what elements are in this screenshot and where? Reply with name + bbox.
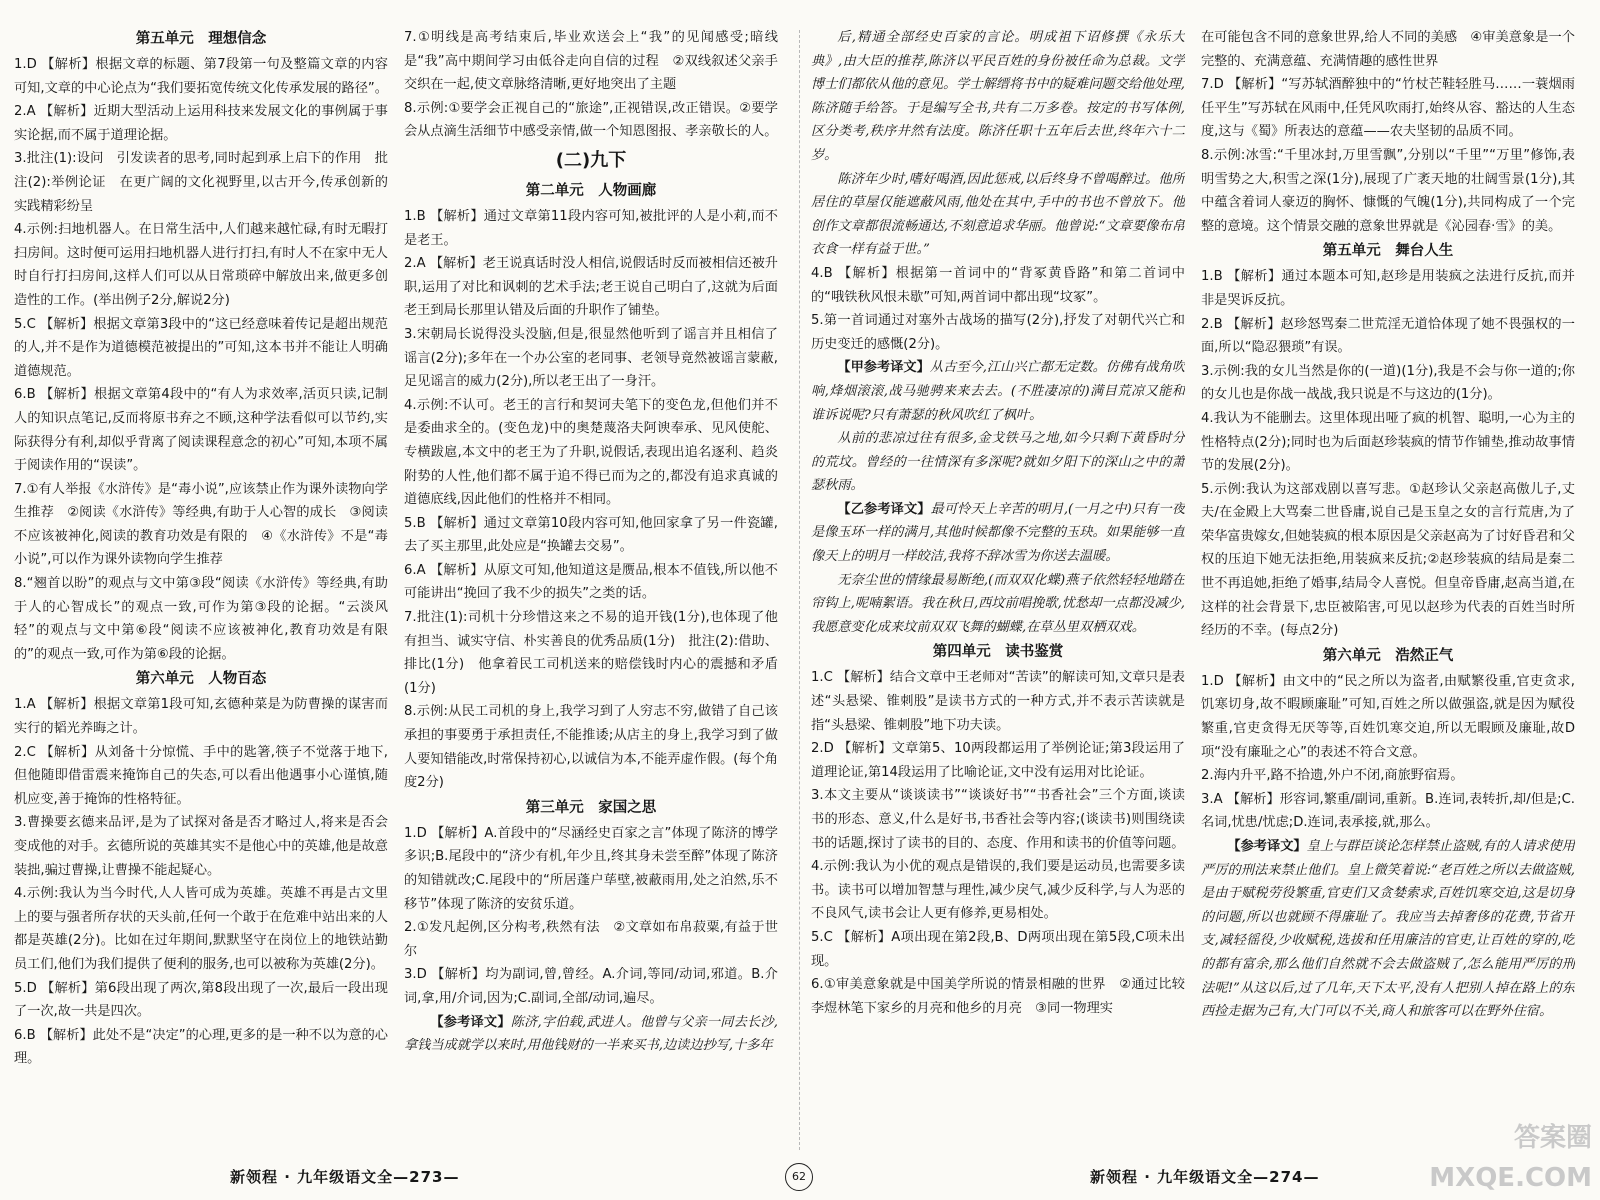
answer-item: 7.D 【解析】“写苏轼酒醉独中的“竹杖芒鞋轻胜马……一蓑烟雨任平生”写苏轼在风雨中,任凭风吹雨打,始终从容、豁达的人生态度,这与《蜀》所表达的意蕴——农夫坚韧的品质不同。: [1201, 77, 1575, 140]
translation-text: 从前的悲凉过往有很多,金戈铁马之地,如今只剩下黄昏时分的荒坟。曾经的一往情深有多深呢?就如夕阳下的深山之中的萧瑟秋雨。: [811, 431, 1185, 494]
translation-tag: 【参考译文】: [430, 1014, 511, 1030]
left-page-footer: 新领程 · 九年级语文全—273—: [230, 1168, 460, 1186]
translation-tag: 【乙参考译文】: [837, 501, 931, 517]
answer-item: 3.A 【解析】形容词,繁重/副词,重新。B.连词,表转折,却/但是;C.名词,忧患/忧虑;D.连词,表承接,就,那么。: [1201, 791, 1575, 831]
answer-item: 3.示例:我的女儿当然是你的(一道)(1分),我是不会与你一道的;你的女儿也是你战一战战,我只说是不与这边的(1分)。: [1201, 363, 1575, 403]
answer-item: 4.我认为不能删去。这里体现出哑了疯的机智、聪明,一心为主的性格特点(2分);同时也为后面赵珍装疯的情节作铺垫,推动故事情节的发展(2分)。: [1201, 410, 1575, 474]
left-column-1: [14, 26, 388, 1156]
left-column-2: [404, 26, 778, 1156]
reference-translation: [811, 168, 1185, 262]
unit-heading: 第四单元 读书鉴赏: [932, 644, 1064, 661]
translation-text: 陈济年少时,嗜好喝酒,因此惩戒,以后终身不曾喝醉过。他所居住的草屋仅能遮蔽风雨,他处在其中,手中的书也不曾放下。他创作文章都很流畅通达,不刻意追求华丽。他曾说:“文章要像布帛衣食一样有益于世。”: [811, 171, 1185, 258]
answer-item: 2.C 【解析】从刘备十分惊慌、手中的匙箸,筷子不觉落于地下,但他随即借雷震来掩饰自己的失态,可以看出他遇事小心谨慎,随机应变,善于掩饰的性格特征。: [14, 744, 388, 807]
right-page: [805, 0, 1600, 1200]
answer-item: 3.曹操要玄德来品评,是为了试探对备是否才略过人,将来是否会变成他的对手。玄德所说的英雄其实不是他心中的英雄,他是故意装拙,骗过曹操,让曹操不能起疑心。: [14, 815, 388, 878]
unit-heading: 第五单元 理想信念: [135, 31, 267, 47]
answer-item: 6.①审美意象就是中国美学所说的情景相融的世界 ②通过比较李煜林笔下家乡的月亮和他乡的月亮 ③同一物理实: [811, 977, 1185, 1016]
answer-item: 5.C 【解析】根据文章第3段中的“这已经意味着传记是超出规范的人,并不是作为道德模范被提出的”可知,这本书并不能让人明确道德规范。: [14, 316, 388, 379]
unit-heading: 第三单元 家国之思: [525, 799, 657, 816]
answer-item: 7.①有人举报《水浒传》是“毒小说”,应该禁止作为课外读物向学生推荐 ②阅读《水浒传》等经典,有助于人心智的成长 ③阅读不应该被神化,阅读的教育功效是有限的 ④《水浒传》不是“毒小说”,可以作为课外读物向学生推荐: [14, 481, 388, 568]
answer-item: 3.本文主要从“谈谈读书”“谈谈好书”“书香社会”三个方面,谈读书的形态、意义,什么是好书,书香社会等内容;(谈读书)则围绕读书的话题,探讨了读书的目的、态度、作用和读书的价值等问题。: [811, 788, 1185, 851]
answer-item: 8.示例:冰雪:“千里冰封,万里雪飘”,分别以“千里”“万里”修饰,表明雪势之大,积雪之深(1分),展现了广袤天地的壮阔雪景(1分),其中蕴含着词人豪迈的胸怀、慷慨的气魄(1分),共同构成了一个完整的意境。这个情景交融的意象世界就是《沁园春·雪》的美。: [1201, 147, 1575, 234]
answer-item: 在可能包含不同的意象世界,给人不同的美感 ④审美意象是一个完整的、充满意蕴、充满情趣的感性世界: [1201, 30, 1575, 69]
answer-item: 6.B 【解析】根据文章第4段中的“有人为求效率,活页只读,记制人的知识点笔记,反而将原书弃之不顾,这种学法看似可以节约,实际获得分有利,却似乎背离了阅读课程意念的初心”可知,本项不属于阅读作用的“误读”。: [14, 387, 388, 474]
answer-item: 8.示例:①要学会正视自己的“旅途”,正视错误,改正错误。②要学会从点滴生活细节中感受亲情,做一个知恩图报、孝亲敬长的人。: [404, 100, 778, 140]
answer-item: 1.D 【解析】由文中的“民之所以为盗者,由赋繁役重,官吏贪求,饥寒切身,故不暇顾廉耻”可知,百姓之所以做强盗,就是因为赋役繁重,官吏贪得无厌等等,百姓饥寒交迫,所以无暇顾及廉耻,故D项“没有廉耻之心”的表述不符合文意。: [1201, 673, 1575, 760]
unit-heading: 第五单元 舞台人生: [1322, 243, 1454, 260]
watermark-logo: 答案圈 MXQE.COM: [1429, 1123, 1592, 1193]
translation-tag: 【甲参考译文】: [837, 360, 930, 376]
center-page-badge: 62: [785, 1163, 813, 1191]
reference-translation: [811, 26, 1185, 168]
part-heading: (二)九下: [555, 149, 627, 171]
reference-translation: [404, 1011, 778, 1058]
unit-heading: 第六单元 浩然正气: [1322, 647, 1454, 664]
translation-text: 无奈尘世的情缘最易断绝,(而双双化蝶)燕子依然轻轻地踏在帘钩上,呢喃絮语。我在秋日,西坟前唱挽歌,忧愁却一点都没减少,我愿意变化成来坟前双双飞舞的蝴蝶,在草丛里双栖双戏。: [811, 572, 1185, 635]
answer-item: 2.B 【解析】赵珍怒骂秦二世荒淫无道恰体现了她不畏强权的一面,所以“隐忍猥琐”有误。: [1201, 316, 1575, 356]
answer-item: 6.A 【解析】从原文可知,他知道这是赝品,根本不值钱,所以他不可能讲出“挽回了我不少的损失”之类的话。: [404, 562, 778, 602]
answer-item: 3.D 【解析】均为副词,曾,曾经。A.介词,等同/动词,邪道。B.介词,拿,用/介词,因为;C.副词,全部/动词,遍尽。: [404, 967, 778, 1006]
unit-heading: 第六单元 人物百态: [135, 671, 267, 688]
answer-item: 2.A 【解析】老王说真话时没人相信,说假话时反而被相信还被升职,运用了对比和讽刺的艺术手法;老王说自己明白了,这就为后面老王到局长那里认错及后面的升职作了铺垫。: [404, 256, 778, 319]
answer-item: 2.①发凡起例,区分构考,秩然有法 ②文章如布帛菽粟,有益于世尔: [404, 920, 778, 959]
page-divider: [799, 30, 800, 1150]
answer-item: 5.第一首词通过对塞外古战场的描写(2分),抒发了对朝代兴亡和历史变迁的感慨(2分)。: [811, 313, 1185, 352]
answer-item: 6.B 【解析】此处不是“决定”的心理,更多的是一种不以为意的心理。: [14, 1027, 388, 1067]
right-page-footer: 新领程 · 九年级语文全—274—: [1090, 1168, 1320, 1186]
reference-translation: [811, 498, 1185, 569]
answer-item: 5.C 【解析】A项出现在第2段,B、D两项出现在第5段,C项未出现。: [811, 929, 1185, 969]
answer-item: 5.示例:我认为这部戏剧以喜写悲。①赵珍认父亲赵高傲儿子,丈夫/在金殿上大骂秦二世昏庸,说自己是玉皇之女的言行荒唐,为了荣华富贵嫁女,但她装疯的根本原因是父亲赵高为了讨好昏君和父权的压迫下她无法拒绝,用装疯来反抗;②赵珍装疯的结局是秦二世不再追她,拒绝了婚事,结局令人喜悦。但皇帝昏庸,赵高当道,在这样的社会背景下,忠臣被陷害,可见以赵珍为代表的百姓当时所经历的不幸。(每点2分): [1201, 481, 1575, 639]
answer-item: 8.示例:从民工司机的身上,我学习到了人穷志不穷,做错了自己该承担的事要勇于承担责任,不能推诿;从店主的身上,我学习到了做人要知错能改,时常保持初心,以诚信为本,不能弄虚作假。(每个角度2分): [404, 704, 778, 791]
answer-item: 5.B 【解析】通过文章第10段内容可知,他回家拿了另一件瓷罐,去了买主那里,此处应是“换罐去交易”。: [404, 515, 778, 555]
translation-text: 后,精通全部经史百家的言论。明成祖下诏修撰《永乐大典》,由大臣的推荐,陈济以平民百姓的身份被任命为总裁。文学博士们都依从他的意见。学士解缙将书中的疑难问题交给他处理,陈济随手给答。于是编写全书,共有二万多卷。按定的书写体例,区分类考,秩序井然有法度。陈济任职十五年后去世,终年六十二岁。: [811, 30, 1185, 163]
translation-text: 从古至今,江山兴亡都无定数。仿佛有战角吹响,烽烟滚滚,战马驰骋来来去去。(不胜凄凉的)满目荒凉又能和谁诉说呢?只有萧瑟的秋风吹红了枫叶。: [811, 360, 1185, 423]
answer-item: 7.①明线是高考结束后,毕业欢送会上“我”的见闻感受;暗线是“我”高中期间学习由低谷走向自信的过程 ②双线叙述父亲手交织在一起,使文章脉络清晰,更好地突出了主题: [404, 30, 778, 93]
answer-item: 4.示例:扫地机器人。在日常生活中,人们越来越忙碌,有时无暇打扫房间。这时便可运用扫地机器人进行打扫,有时人不在家中无人时自行打扫房间,这样人们可以从日常琐碎中解放出来,做更多创造性的工作。(举出例子2分,解说2分): [14, 222, 388, 308]
reference-translation: [1201, 835, 1575, 1024]
answer-item: 3.宋朝局长说得没头没脑,但是,很显然他听到了谣言并且相信了谣言(2分);多年在一个办公室的老同事、老领导竟然被谣言蒙蔽,足见谣言的威力(2分),所以老王出了一身汗。: [404, 326, 778, 390]
translation-text: 陈济,字伯载,武进人。他曾与父亲一同去长沙,拿钱当成就学以来时,用他钱财的一半来买书,边读边抄写,十多年: [404, 1014, 778, 1054]
answer-item: 2.海内升平,路不拾遗,外户不闭,商旅野宿焉。: [1201, 768, 1464, 784]
answer-item: 1.B 【解析】通过本题本可知,赵珍是用装疯之法进行反抗,而并非是哭诉反抗。: [1201, 269, 1575, 308]
answer-item: 2.A 【解析】近期大型活动上运用科技来发展文化的事例属于事实论据,而不属于道理论据。: [14, 104, 388, 143]
reference-translation: [811, 427, 1185, 498]
translation-text: 最可怜天上辛苦的明月,(一月之中)只有一夜是像玉环一样的满月,其他时候都像不完整的玉玦。如果能够一直像天上的明月一样皎洁,我将不辞冰雪为你送去温暖。: [811, 501, 1185, 565]
answer-item: 4.示例:不认可。老王的言行和契诃夫笔下的变色龙,但他们并不是委曲求全的。(变色龙)中的奥楚蔑洛夫阿谀奉承、见风使舵、专横跋扈,本文中的老王为了升职,说假话,表现出追名逐利、趋炎附势的人性,他们都不属于追不得已而为之的,都没有追求真诚的道德底线,因此他们的性格并不相同。: [404, 397, 778, 508]
answer-item: 5.D 【解析】第6段出现了两次,第8段出现了一次,最后一段出现了一次,故一共是四次。: [14, 980, 388, 1020]
answer-item: 8.“翘首以盼”的观点与文中第③段“阅读《水浒传》等经典,有助于人的心智成长”的观点一致,可作为第③段的论据。“云淡风轻”的观点与文中第⑥段“阅读不应该被神化,教育功效是有限的”的观点一致,可作为第⑥段的论据。: [14, 576, 388, 662]
answer-item: 1.D 【解析】根据文章的标题、第7段第一句及整篇文章的内容可知,文章的中心论点为“我们要拓宽传统文化传承发展的路径”。: [14, 57, 388, 96]
answer-item: 7.批注(1):司机十分珍惜这来之不易的追开钱(1分),也体现了他有担当、诚实守信、朴实善良的优秀品质(1分) 批注(2):借助、排比(1分) 他拿着民工司机送来的赔偿钱时内心的震撼和矛盾(1分): [404, 610, 778, 696]
translation-text: 皇上与群臣谈论怎样禁止盗贼,有的人请求使用严厉的刑法来禁止他们。皇上微笑着说:“老百姓之所以去做盗贼,是由于赋税劳役繁重,官吏们又贪婪索求,百姓饥寒交迫,这是切身的问题,所以也就顾不得廉耻了。我应当去掉奢侈的花费,节省开支,减轻徭役,少收赋税,选拔和任用廉洁的官吏,让百姓的穿的,吃的都有富余,那么他们自然就不会去做盗贼了,怎么能用严厉的刑法呢!”从这以后,过了几年,天下太平,没有人把别人掉在路上的东西捡走据为己有,大门可以不关,商人和旅客可以在野外住宿。: [1201, 839, 1575, 1020]
right-column-1: [811, 26, 1185, 1156]
translation-tag: 【参考译文】: [1227, 839, 1307, 854]
reference-translation: [811, 356, 1185, 427]
left-page: [0, 0, 795, 1200]
answer-item: 2.D 【解析】文章第5、10两段都运用了举例论证;第3段运用了道理论证,第14段运用了比喻论证,文中没有运用对比论证。: [811, 741, 1185, 780]
answer-item: 1.D 【解析】A.首段中的“尽涵经史百家之言”体现了陈济的博学多识;B.尾段中的“济少有机,年少且,终其身未尝至醉”体现了陈济的知错就改;C.尾段中的“所居蓬户荜壁,被蔽雨用,处之泊然,乐不移节”体现了陈济的安贫乐道。: [404, 825, 778, 912]
answer-item: 4.示例:我认为当今时代,人人皆可成为英雄。英雄不再是古文里上的要与强者所存状的天头前,任何一个敢于在危难中站出来的人都是英雄(2分)。比如在过年期间,默默坚守在岗位上的地铁站勤员工们,他们为我们提供了便利的服务,也可以被称为英雄(2分)。: [14, 886, 388, 972]
answer-item: 4.示例:我认为小优的观点是错误的,我们要是运动员,也需要多读书。读书可以增加智慧与理性,减少戾气,减少反科学,与人为恶的不良风气,读书会让人更有修养,更易相处。: [811, 859, 1185, 922]
right-column-2: [1201, 26, 1575, 1156]
answer-item: 1.A 【解析】根据文章第1段可知,玄德种菜是为防曹操的谋害而实行的韬光养晦之计。: [14, 697, 388, 737]
unit-heading: 第二单元 人物画廊: [525, 182, 657, 199]
answer-item: 1.C 【解析】结合文章中王老师对“苦读”的解读可知,文章只是表述“头悬梁、锥刺股”是读书方式的一种方式,并不表示苦读就是指“头悬梁、锥刺股”地下功夫读。: [811, 670, 1185, 733]
answer-item: 4.B 【解析】根据第一首词中的“背冢黄昏路”和第二首词中的“哦铁秋风恨未歇”可知,两首词中都出现“坟冢”。: [811, 265, 1185, 305]
answer-item: 3.批注(1):设问 引发读者的思考,同时起到承上启下的作用 批注(2):举例论证 在更广阔的文化视野里,以古开今,传承创新的实践精彩纷呈: [14, 151, 388, 214]
reference-translation: [811, 569, 1185, 640]
answer-item: 1.B 【解析】通过文章第11段内容可知,被批评的人是小莉,而不是老王。: [404, 208, 778, 248]
